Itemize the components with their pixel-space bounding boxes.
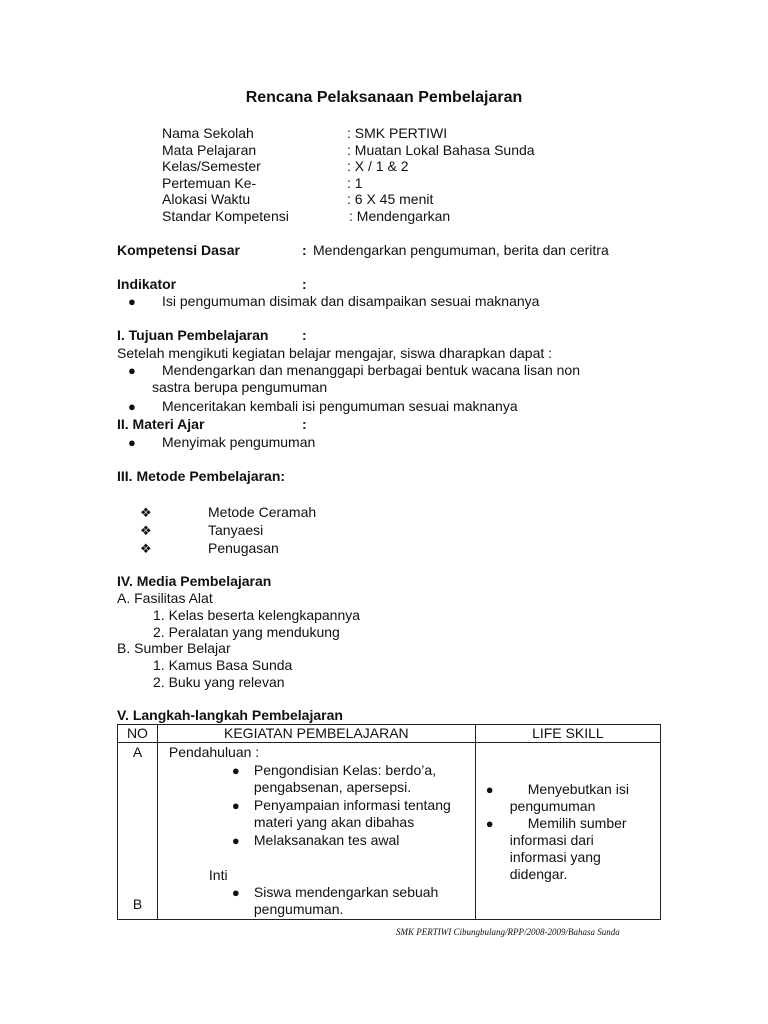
bullet-icon: ●: [128, 363, 136, 378]
diamond-bullet-icon: ❖: [140, 541, 152, 556]
life-skill-line: didengar.: [509, 866, 568, 882]
kompetensi-colon: :: [302, 242, 307, 258]
life-skill-line: Memilih sumber: [527, 815, 627, 831]
bullet-icon: ●: [231, 798, 240, 813]
kegiatan-line: pengumuman.: [253, 901, 344, 917]
identity-value: : 1: [347, 175, 363, 191]
indikator-label: Indikator: [117, 276, 177, 292]
identity-value: : X / 1 & 2: [347, 158, 409, 174]
tujuan-colon: :: [302, 327, 307, 343]
tujuan-heading: I. Tujuan Pembelajaran: [117, 327, 269, 343]
identity-label: Alokasi Waktu: [162, 191, 251, 207]
indikator-colon: :: [302, 276, 307, 292]
life-skill-line: informasi yang: [509, 849, 601, 865]
bullet-icon: ●: [485, 782, 494, 797]
identity-label: Standar Kompetensi: [162, 208, 289, 224]
identity-value: : Mendengarkan: [349, 208, 451, 224]
inti-label: Inti: [208, 867, 228, 883]
bullet-icon: ●: [485, 816, 494, 831]
life-skill-line: Menyebutkan isi: [527, 781, 629, 797]
diamond-bullet-icon: ❖: [140, 505, 152, 520]
column-header-kegiatan: KEGIATAN PEMBELAJARAN: [157, 725, 475, 743]
identity-label: Kelas/Semester: [162, 158, 261, 174]
indikator-item: Isi pengumuman disimak dan disampaikan sesuai maknanya: [162, 293, 540, 309]
bullet-icon: ●: [231, 833, 240, 848]
life-skill-cell: [475, 743, 660, 920]
langkah-table: [117, 724, 661, 920]
bullet-icon: ●: [128, 294, 136, 309]
kegiatan-cell: [157, 743, 475, 920]
table-row: [118, 743, 661, 920]
bullet-icon: ●: [231, 885, 240, 900]
metode-item: Metode Ceramah: [208, 504, 317, 520]
metode-item: Tanyaesi: [208, 522, 264, 538]
column-header-life-skill: LIFE SKILL: [475, 725, 660, 743]
media-b-label: B. Sumber Belajar: [117, 640, 231, 656]
tujuan-item-line: Mendengarkan dan menanggapi berbagai bentuk wacana lisan non: [162, 362, 580, 378]
metode-item: Penugasan: [208, 540, 279, 556]
kegiatan-line: pengabsenan, apersepsi.: [253, 779, 412, 795]
kompetensi-value: Mendengarkan pengumuman, berita dan ceritra: [313, 242, 609, 258]
bullet-icon: ●: [231, 763, 240, 778]
media-a-label: A. Fasilitas Alat: [117, 590, 213, 606]
identity-value: : SMK PERTIWI: [347, 125, 448, 141]
metode-heading: III. Metode Pembelajaran:: [117, 468, 286, 484]
page-footer: SMK PERTIWI Cibungbulang/RPP/2008-2009/Bahasa Sunda: [396, 927, 620, 937]
life-skill-line: pengumuman: [509, 798, 596, 814]
materi-colon: :: [302, 416, 307, 432]
media-heading: IV. Media Pembelajaran: [117, 573, 272, 589]
identity-value: : 6 X 45 menit: [347, 191, 434, 207]
pendahuluan-label: Pendahuluan :: [168, 744, 260, 760]
media-a-item: 2. Peralatan yang mendukung: [153, 624, 340, 640]
langkah-heading: V. Langkah-langkah Pembelajaran: [117, 707, 343, 723]
page-title: Rencana Pelaksanaan Pembelajaran: [245, 89, 523, 106]
media-b-item: 1. Kamus Basa Sunda: [153, 657, 293, 673]
kegiatan-line: Penyampaian informasi tentang: [253, 797, 451, 813]
step-no: A: [132, 744, 143, 760]
materi-heading: II. Materi Ajar: [117, 416, 205, 432]
kegiatan-line: Melaksanakan tes awal: [253, 832, 400, 848]
table-header-row: [118, 725, 661, 743]
step-no: B: [132, 896, 143, 912]
kompetensi-label: Kompetensi Dasar: [117, 242, 240, 258]
kegiatan-line: materi yang akan dibahas: [253, 814, 415, 830]
identity-label: Nama Sekolah: [162, 125, 254, 141]
kegiatan-line: Siswa mendengarkan sebuah: [253, 884, 439, 900]
tujuan-item-line: sastra berupa pengumuman: [152, 379, 328, 395]
column-header-no: NO: [118, 725, 158, 743]
kegiatan-line: Pengondisian Kelas: berdo’a,: [253, 762, 437, 778]
tujuan-item: Menceritakan kembali isi pengumuman sesuai maknanya: [162, 398, 518, 414]
media-b-item: 2. Buku yang relevan: [153, 674, 285, 690]
diamond-bullet-icon: ❖: [140, 523, 152, 538]
bullet-icon: ●: [128, 435, 136, 450]
life-skill-line: informasi dari: [509, 832, 594, 848]
materi-item: Menyimak pengumuman: [162, 434, 316, 450]
identity-label: Pertemuan Ke-: [162, 175, 257, 191]
tujuan-intro: Setelah mengikuti kegiatan belajar mengajar, siswa dharapkan dapat :: [117, 345, 553, 361]
bullet-icon: ●: [128, 399, 136, 414]
identity-value: : Muatan Lokal Bahasa Sunda: [347, 142, 535, 158]
identity-label: Mata Pelajaran: [162, 142, 257, 158]
media-a-item: 1. Kelas beserta kelengkapannya: [153, 607, 361, 623]
no-cell: [118, 743, 158, 920]
